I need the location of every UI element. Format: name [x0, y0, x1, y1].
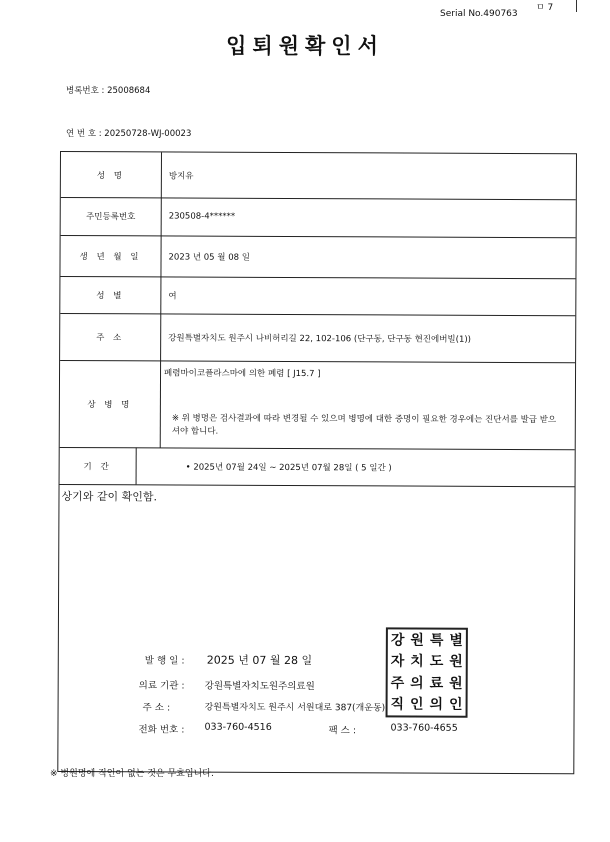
issue-date-label: 발 행 일 :: [144, 655, 185, 667]
value-rrn: 230508-4******: [168, 211, 236, 222]
issue-date: 2025 년 07 월 28 일: [206, 653, 313, 668]
fax-label: 팩 스 :: [328, 725, 357, 737]
phone-number: 033-760-4516: [204, 721, 272, 733]
value-sex: 여: [168, 290, 177, 302]
row-dob: [60, 235, 575, 279]
row-rrn: [61, 197, 576, 238]
institution-address: 강원특별자치도 원주시 서원대로 387(개운동): [204, 702, 386, 714]
institution-label: 의료 기관 :: [138, 680, 185, 692]
row-sex: [60, 276, 575, 316]
label-sex: 성 별: [60, 276, 161, 313]
label-period: 기 간: [60, 447, 137, 484]
confirmation-text: 상기와 같이 확인함.: [61, 490, 158, 504]
label-name: 성 명: [61, 152, 162, 197]
row-period: [60, 447, 575, 487]
fax-number: 033-760-4655: [390, 722, 458, 734]
label-dob: 생 년 월 일: [60, 235, 161, 276]
row-address: [60, 313, 575, 363]
validity-note: ※ 병원명에 직인이 없는 것은 무효입니다.: [50, 769, 214, 779]
phone-label: 전화 번호 :: [138, 724, 185, 736]
institution-name: 강원특별자치도원주의료원: [204, 680, 315, 693]
row-diagnosis: [60, 360, 575, 450]
value-period: • 2025년 07월 24일 ~ 2025년 07월 28일 ( 5 일간 ): [185, 462, 392, 473]
document-title: 입퇴원확인서: [226, 34, 384, 58]
registration-number: 병록번호 : 25008684: [66, 86, 151, 96]
label-diagnosis: 상 병 명: [60, 360, 161, 447]
row-name: [61, 152, 576, 200]
label-address: 주 소: [60, 313, 161, 360]
official-seal: 강 원 특 별 자 치 도 원 주 의 료 원 직 인 의 인: [386, 627, 468, 717]
value-dob: 2023 년 05 월 08 일: [168, 251, 250, 263]
value-diagnosis: 폐렴마이코플라스마에 의한 폐렴 [ J15.7 ]: [164, 368, 321, 380]
page-corner-mark: ㅁ 7: [536, 3, 554, 13]
diagnosis-note: ※ 위 병명은 검사결과에 따라 변경될 수 있으며 병명에 대한 증명이 필요한 경우에는 진단서를 발급 받으셔야 합니다.: [171, 413, 557, 437]
certificate-table: [57, 151, 577, 774]
document-number: 연 번 호 : 20250728-WJ-00023: [66, 129, 192, 139]
address-label: 주 소 :: [142, 702, 171, 714]
serial-number: Serial No.490763: [440, 9, 518, 19]
value-name: 방지유: [168, 170, 194, 182]
label-rrn: 주민등록번호: [61, 197, 162, 235]
edge-line: [576, 0, 577, 12]
value-address: 강원특별자치도 원주시 나비허리길 22, 102-106 (단구동, 단구동 현진에버빌(1)): [168, 332, 472, 345]
